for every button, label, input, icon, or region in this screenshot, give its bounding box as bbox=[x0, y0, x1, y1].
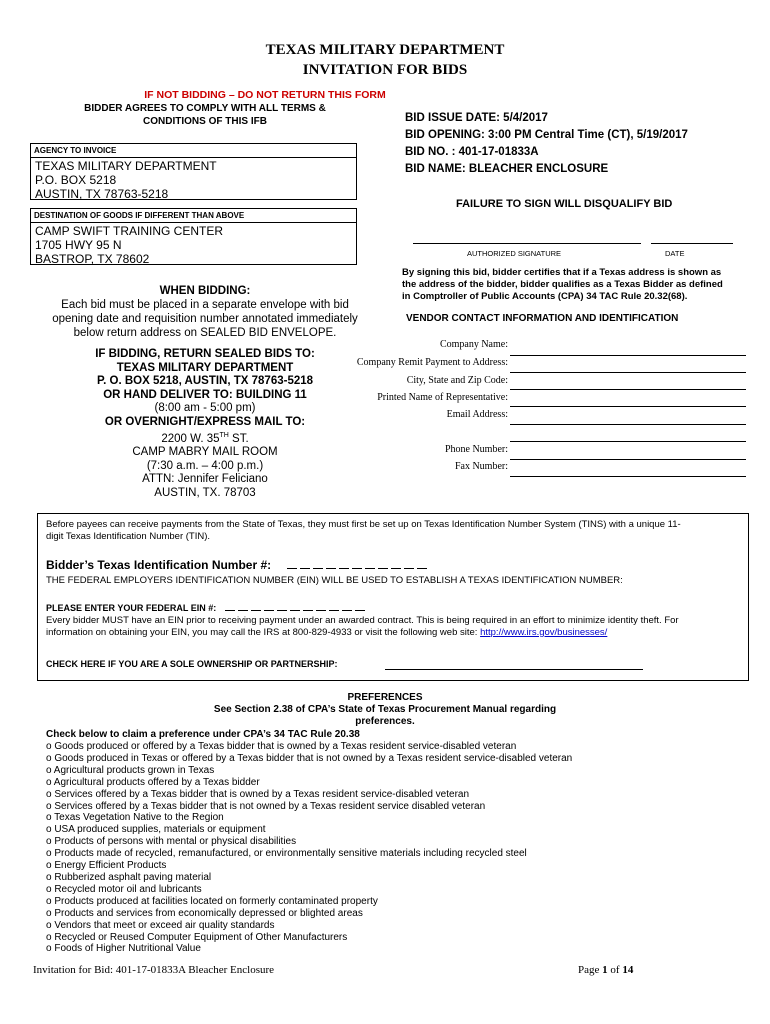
when-bidding-line-1: Each bid must be placed in a separate envelope with bid bbox=[61, 299, 349, 311]
remit-field[interactable] bbox=[510, 372, 746, 373]
tin-input-row[interactable] bbox=[46, 558, 430, 572]
certify-line-1: By signing this bid, bidder certifies that if a Texas address is shown as bbox=[402, 267, 722, 278]
tin-blanks[interactable] bbox=[287, 558, 430, 572]
agency-box bbox=[30, 143, 357, 200]
destination-line-3: BASTROP, TX 78602 bbox=[35, 252, 150, 266]
preference-option[interactable]: o Goods produced in Texas or offered by a Texas bidder that is not owned by a Texas resident service-disabled veteran bbox=[46, 752, 573, 764]
agency-line-2: P.O. BOX 5218 bbox=[35, 173, 117, 187]
ein-digit-blank[interactable] bbox=[342, 601, 352, 611]
tin-intro-line-1: Before payees can receive payments from the State of Texas, they must first be set up on Texas Identification Number System (TINS) with a unique 11- bbox=[46, 519, 681, 530]
phone-field[interactable] bbox=[510, 459, 746, 460]
ein-instructions bbox=[46, 615, 742, 639]
preference-option[interactable]: o Agricultural products offered by a Texas bidder bbox=[46, 776, 260, 788]
preference-option[interactable]: o Recycled or Reused Computer Equipment of Other Manufacturers bbox=[46, 931, 348, 943]
preference-option[interactable]: o Products made of recycled, remanufactured, or environmentally sensitive materials including recycled steel bbox=[46, 848, 527, 860]
representative-field[interactable] bbox=[510, 406, 746, 407]
company-name-label: Company Name: bbox=[439, 339, 508, 350]
fein-notice: THE FEDERAL EMPLOYERS IDENTIFICATION NUMBER (EIN) WILL BE USED TO ESTABLISH A TEXAS IDENTIFICATION NUMBER: bbox=[46, 575, 623, 586]
return-line-10: ATTN: Jennifer Feliciano bbox=[142, 473, 268, 486]
return-line-3: P. O. BOX 5218, AUSTIN, TX 78763-5218 bbox=[96, 375, 314, 387]
ein-line-1: Every bidder MUST have an EIN prior to receiving payment under an awarded contract. This is being required in an effort to minimize identity theft. For bbox=[46, 615, 679, 626]
failure-notice: FAILURE TO SIGN WILL DISQUALIFY BID bbox=[456, 198, 673, 210]
ein-digit-blank[interactable] bbox=[264, 601, 274, 611]
not-bidding-warning: IF NOT BIDDING – DO NOT RETURN THIS FORM bbox=[144, 89, 386, 101]
bid-name: BID NAME: BLEACHER ENCLOSURE bbox=[405, 163, 609, 175]
agree-terms bbox=[60, 102, 350, 128]
date-label: DATE bbox=[665, 249, 685, 258]
footer-document-title: Invitation for Bid: 401-17-01833A Bleacher Enclosure bbox=[33, 964, 275, 976]
email-field-2[interactable] bbox=[510, 441, 746, 442]
ein-digit-blank[interactable] bbox=[225, 601, 235, 611]
city-field[interactable] bbox=[510, 389, 746, 390]
preferences-heading: PREFERENCES bbox=[347, 692, 423, 703]
preference-option[interactable]: o Agricultural products grown in Texas bbox=[46, 764, 215, 776]
return-line-9: (7:30 a.m. – 4:00 p.m.) bbox=[146, 459, 264, 472]
agree-line-2: CONDITIONS OF THIS IFB bbox=[143, 116, 267, 127]
email-field[interactable] bbox=[510, 424, 746, 425]
bid-issue-date: BID ISSUE DATE: 5/4/2017 bbox=[405, 112, 548, 124]
ein-digit-blank[interactable] bbox=[329, 601, 339, 611]
irs-link[interactable]: http://www.irs.gov/businesses/ bbox=[480, 627, 608, 638]
preference-option[interactable]: o Goods produced or offered by a Texas bidder that is owned by a Texas resident service-disabled veteran bbox=[46, 741, 517, 752]
preference-option[interactable]: o Texas Vegetation Native to the Region bbox=[46, 812, 224, 824]
preference-option[interactable]: o Services offered by a Texas bidder that is owned by a Texas resident service-disabled veteran bbox=[46, 788, 470, 800]
preference-option[interactable]: o Services offered by a Texas bidder that is not owned by a Texas resident service disabled veteran bbox=[46, 800, 486, 812]
date-line[interactable] bbox=[651, 243, 733, 244]
street-suffix: TH bbox=[219, 432, 229, 439]
tin-intro-line-2: digit Texas Identification Number (TIN). bbox=[46, 531, 211, 542]
tin-digit-blank[interactable] bbox=[313, 559, 323, 569]
certification-text bbox=[402, 267, 723, 303]
fax-field[interactable] bbox=[510, 476, 746, 477]
street-number: 2200 W. 35 bbox=[161, 432, 220, 445]
phone-label: Phone Number: bbox=[444, 444, 508, 455]
ein-digit-blank[interactable] bbox=[290, 601, 300, 611]
page-subtitle: INVITATION FOR BIDS bbox=[302, 62, 468, 78]
destination-line-2: 1705 HWY 95 N bbox=[35, 238, 122, 252]
when-bidding-line-2: opening date and requisition number annotated immediately bbox=[52, 313, 358, 325]
when-bidding-line-3: below return address on SEALED BID ENVELOPE. bbox=[73, 327, 337, 339]
page-total: 14 bbox=[622, 964, 634, 976]
ein-line-2 bbox=[46, 627, 742, 639]
ein-digit-blank[interactable] bbox=[303, 601, 313, 611]
tin-digit-blank[interactable] bbox=[365, 559, 375, 569]
bid-number: BID NO. : 401-17-01833A bbox=[405, 146, 539, 158]
ein-digit-blank[interactable] bbox=[355, 601, 365, 611]
preference-option[interactable]: o Rubberized asphalt paving material bbox=[46, 871, 212, 883]
bid-info bbox=[405, 110, 688, 178]
email-label: Email Address: bbox=[446, 409, 508, 420]
return-line-8: CAMP MABRY MAIL ROOM bbox=[132, 446, 278, 459]
preference-option[interactable]: o USA produced supplies, materials or equipment bbox=[46, 824, 266, 836]
tin-intro bbox=[46, 519, 736, 543]
tin-digit-blank[interactable] bbox=[417, 559, 427, 569]
tin-digit-blank[interactable] bbox=[391, 559, 401, 569]
destination-box bbox=[30, 208, 357, 265]
authorized-signature-line[interactable] bbox=[413, 243, 641, 244]
preferences-sub-1: See Section 2.38 of CPA’s State of Texas Procurement Manual regarding bbox=[213, 704, 557, 715]
preference-option[interactable]: o Products produced at facilities located on formerly contaminated property bbox=[46, 895, 378, 907]
city-label: City, State and Zip Code: bbox=[406, 375, 508, 386]
sole-ownership-label: CHECK HERE IF YOU ARE A SOLE OWNERSHIP OR PARTNERSHIP: bbox=[46, 659, 338, 669]
authorized-signature-label: AUTHORIZED SIGNATURE bbox=[467, 249, 562, 258]
return-line-4: OR HAND DELIVER TO: BUILDING 11 bbox=[103, 388, 307, 401]
preference-option[interactable]: o Products of persons with mental or physical disabilities bbox=[46, 836, 297, 848]
remit-label: Company Remit Payment to Address: bbox=[356, 357, 508, 368]
preferences-sub-2: preferences. bbox=[355, 716, 415, 727]
agency-line-1: TEXAS MILITARY DEPARTMENT bbox=[35, 159, 217, 173]
tin-digit-blank[interactable] bbox=[300, 559, 310, 569]
preference-option[interactable]: o Foods of Higher Nutritional Value bbox=[46, 943, 201, 955]
certify-line-3: in Comptroller of Public Accounts (CPA) 34 TAC Rule 20.32(68). bbox=[402, 291, 688, 302]
when-bidding bbox=[40, 284, 370, 340]
return-line-2: TEXAS MILITARY DEPARTMENT bbox=[116, 361, 294, 374]
representative-label: Printed Name of Representative: bbox=[377, 392, 508, 403]
destination-line-1: CAMP SWIFT TRAINING CENTER bbox=[35, 224, 224, 238]
destination-box-label: DESTINATION OF GOODS IF DIFFERENT THAN ABOVE bbox=[31, 209, 356, 223]
tin-digit-blank[interactable] bbox=[326, 559, 336, 569]
preference-option[interactable]: o Recycled motor oil and lubricants bbox=[46, 883, 202, 895]
preference-option[interactable]: o Vendors that meet or exceed air quality standards bbox=[46, 919, 275, 931]
return-info bbox=[60, 348, 350, 500]
preference-option[interactable]: o Products and services from economically depressed or blighted areas bbox=[46, 907, 363, 919]
ein-digit-blank[interactable] bbox=[238, 601, 248, 611]
sole-ownership-field[interactable] bbox=[385, 669, 643, 670]
preferences-check-label: Check below to claim a preference under CPA’s 34 TAC Rule 20.38 bbox=[46, 729, 360, 740]
agency-box-label: AGENCY TO INVOICE bbox=[31, 144, 356, 158]
tin-label: Bidder’s Texas Identification Number #: bbox=[46, 558, 272, 572]
ein-digit-blank[interactable] bbox=[251, 601, 261, 611]
ein-blanks[interactable] bbox=[225, 603, 368, 613]
ein-digit-blank[interactable] bbox=[277, 601, 287, 611]
return-line-5: (8:00 am - 5:00 pm) bbox=[154, 402, 256, 414]
page-of: of bbox=[607, 964, 623, 976]
preferences-list bbox=[46, 741, 572, 955]
page-title: TEXAS MILITARY DEPARTMENT bbox=[265, 42, 505, 58]
when-bidding-heading: WHEN BIDDING: bbox=[159, 285, 251, 297]
fax-label: Fax Number: bbox=[454, 461, 508, 472]
bid-opening: BID OPENING: 3:00 PM Central Time (CT), 5/19/2017 bbox=[405, 129, 688, 141]
tin-section bbox=[37, 513, 749, 681]
agree-line-1: BIDDER AGREES TO COMPLY WITH ALL TERMS & bbox=[84, 103, 326, 114]
certify-line-2: the address of the bidder, bidder qualifies as a Texas Bidder as defined bbox=[402, 279, 723, 290]
page-current: 1 bbox=[602, 964, 608, 976]
tin-digit-blank[interactable] bbox=[352, 559, 362, 569]
page-prefix: Page bbox=[578, 964, 603, 976]
ein-input-row[interactable] bbox=[46, 601, 368, 613]
tin-digit-blank[interactable] bbox=[339, 559, 349, 569]
footer-page-number bbox=[578, 964, 633, 976]
street-end: ST. bbox=[228, 432, 249, 445]
tin-digit-blank[interactable] bbox=[404, 559, 414, 569]
ein-line-2-text: information on obtaining your EIN, you may call the IRS at 800-829-4933 or visit the following web site: bbox=[46, 627, 481, 638]
return-line-11: AUSTIN, TX. 78703 bbox=[154, 486, 256, 499]
company-name-field[interactable] bbox=[510, 355, 746, 356]
vendor-heading: VENDOR CONTACT INFORMATION AND IDENTIFICATION bbox=[406, 313, 679, 324]
tin-digit-blank[interactable] bbox=[378, 559, 388, 569]
preferences-header bbox=[200, 692, 570, 728]
agency-line-3: AUSTIN, TX 78763-5218 bbox=[35, 187, 169, 201]
ein-label: PLEASE ENTER YOUR FEDERAL EIN #: bbox=[46, 603, 217, 613]
ein-digit-blank[interactable] bbox=[316, 601, 326, 611]
tin-digit-blank[interactable] bbox=[287, 559, 297, 569]
preference-option[interactable]: o Energy Efficient Products bbox=[46, 860, 167, 872]
return-line-6: OR OVERNIGHT/EXPRESS MAIL TO: bbox=[104, 415, 306, 428]
return-line-1: IF BIDDING, RETURN SEALED BIDS TO: bbox=[95, 348, 315, 360]
